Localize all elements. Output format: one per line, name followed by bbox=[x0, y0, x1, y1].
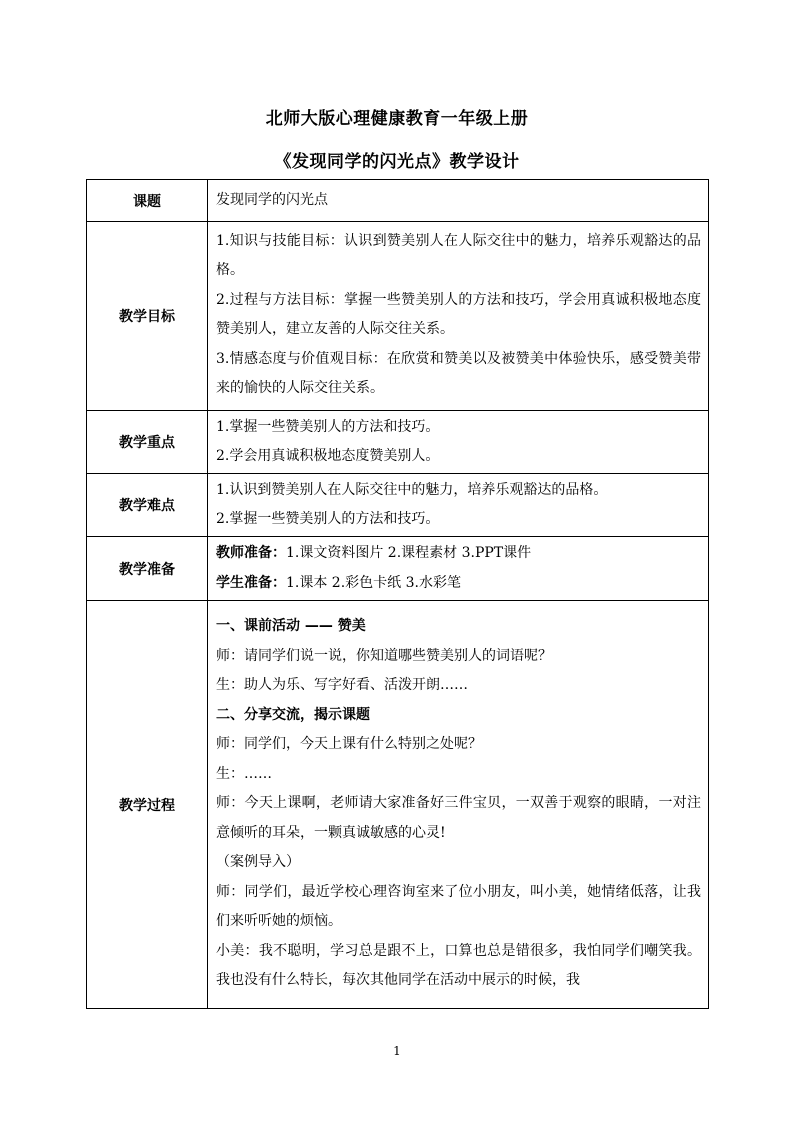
process-label: 教学过程 bbox=[87, 601, 208, 1009]
preparation-label: 教学准备 bbox=[87, 537, 208, 601]
process-line: 小美：我不聪明，学习总是跟不上，口算也总是错很多，我怕同学们嘲笑我。我也没有什么特长，每次其他同学在活动中展示的时候，我 bbox=[216, 942, 701, 989]
goal-item: 3.情感态度与价值观目标：在欣赏和赞美以及被赞美中体验快乐，感受赞美带来的愉快的人际交往关系。 bbox=[216, 350, 701, 396]
table-row-preparation bbox=[87, 537, 709, 601]
teacher-preparation-value: 1.课文资料图片 2.课程素材 3.PPT课件 bbox=[286, 545, 532, 561]
goals-label: 教学目标 bbox=[87, 222, 208, 411]
process-line: 师：同学们，最近学校心理咨询室来了位小朋友，叫小美，她情绪低落，让我们来听听她的烦恼。 bbox=[216, 883, 701, 930]
table-row-process bbox=[87, 601, 709, 1009]
process-section-heading: 一、课前活动 —— 赞美 bbox=[216, 618, 366, 635]
difficulty-item: 2.掌握一些赞美别人的方法和技巧。 bbox=[216, 511, 440, 527]
table-row-key-points bbox=[87, 411, 709, 474]
lesson-plan-table bbox=[86, 179, 709, 1009]
process-line: 师：同学们，今天上课有什么特别之处呢？ bbox=[216, 736, 482, 753]
key-points-content bbox=[208, 411, 709, 474]
process-section-heading: 二、分享交流，揭示课题 bbox=[216, 706, 370, 723]
teacher-preparation bbox=[216, 539, 701, 569]
process-line: 生：助人为乐、写字好看、活泼开朗…… bbox=[216, 677, 468, 694]
table-row-goals bbox=[87, 222, 709, 411]
process-line: 师：今天上课啊，老师请大家准备好三件宝贝，一双善于观察的眼睛，一对注意倾听的耳朵，一颗真诚敏感的心灵! bbox=[216, 795, 701, 841]
difficulties-content bbox=[208, 474, 709, 537]
preparation-content bbox=[208, 537, 709, 601]
teacher-preparation-label: 教师准备： bbox=[216, 545, 286, 561]
student-preparation-label: 学生准备： bbox=[216, 574, 286, 591]
process-line: 生：…… bbox=[216, 765, 272, 782]
topic-label: 课题 bbox=[87, 180, 208, 222]
document-title: 北师大版心理健康教育一年级上册 bbox=[265, 109, 529, 129]
table-row-topic bbox=[87, 180, 709, 222]
key-point-item: 1.掌握一些赞美别人的方法和技巧。 bbox=[216, 418, 440, 435]
student-preparation-value: 1.课本 2.彩色卡纸 3.水彩笔 bbox=[286, 574, 461, 591]
key-points-label: 教学重点 bbox=[87, 411, 208, 474]
process-content bbox=[208, 601, 709, 1009]
key-point-item: 2.学会用真诚积极地态度赞美别人。 bbox=[216, 448, 440, 464]
table-row-difficulties bbox=[87, 474, 709, 537]
goal-item: 2.过程与方法目标：掌握一些赞美别人的方法和技巧，学会用真诚积极地态度赞美别人，建立友善的人际交往关系。 bbox=[216, 291, 701, 337]
process-line: （案例导入） bbox=[216, 854, 300, 871]
process-line: 师：请同学们说一说，你知道哪些赞美别人的词语呢？ bbox=[216, 647, 552, 664]
difficulty-item: 1.认识到赞美别人在人际交往中的魅力，培养乐观豁达的品格。 bbox=[216, 481, 608, 498]
student-preparation bbox=[216, 569, 701, 599]
difficulties-label: 教学难点 bbox=[87, 474, 208, 537]
page-number: 1 bbox=[393, 1044, 401, 1058]
goals-content bbox=[208, 222, 709, 411]
document-subtitle: 《发现同学的闪光点》教学设计 bbox=[274, 152, 520, 172]
topic-text: 发现同学的闪光点 bbox=[216, 191, 328, 208]
topic-value bbox=[208, 180, 709, 222]
goal-item: 1.知识与技能目标：认识到赞美别人在人际交往中的魅力，培养乐观豁达的品格。 bbox=[216, 232, 701, 278]
